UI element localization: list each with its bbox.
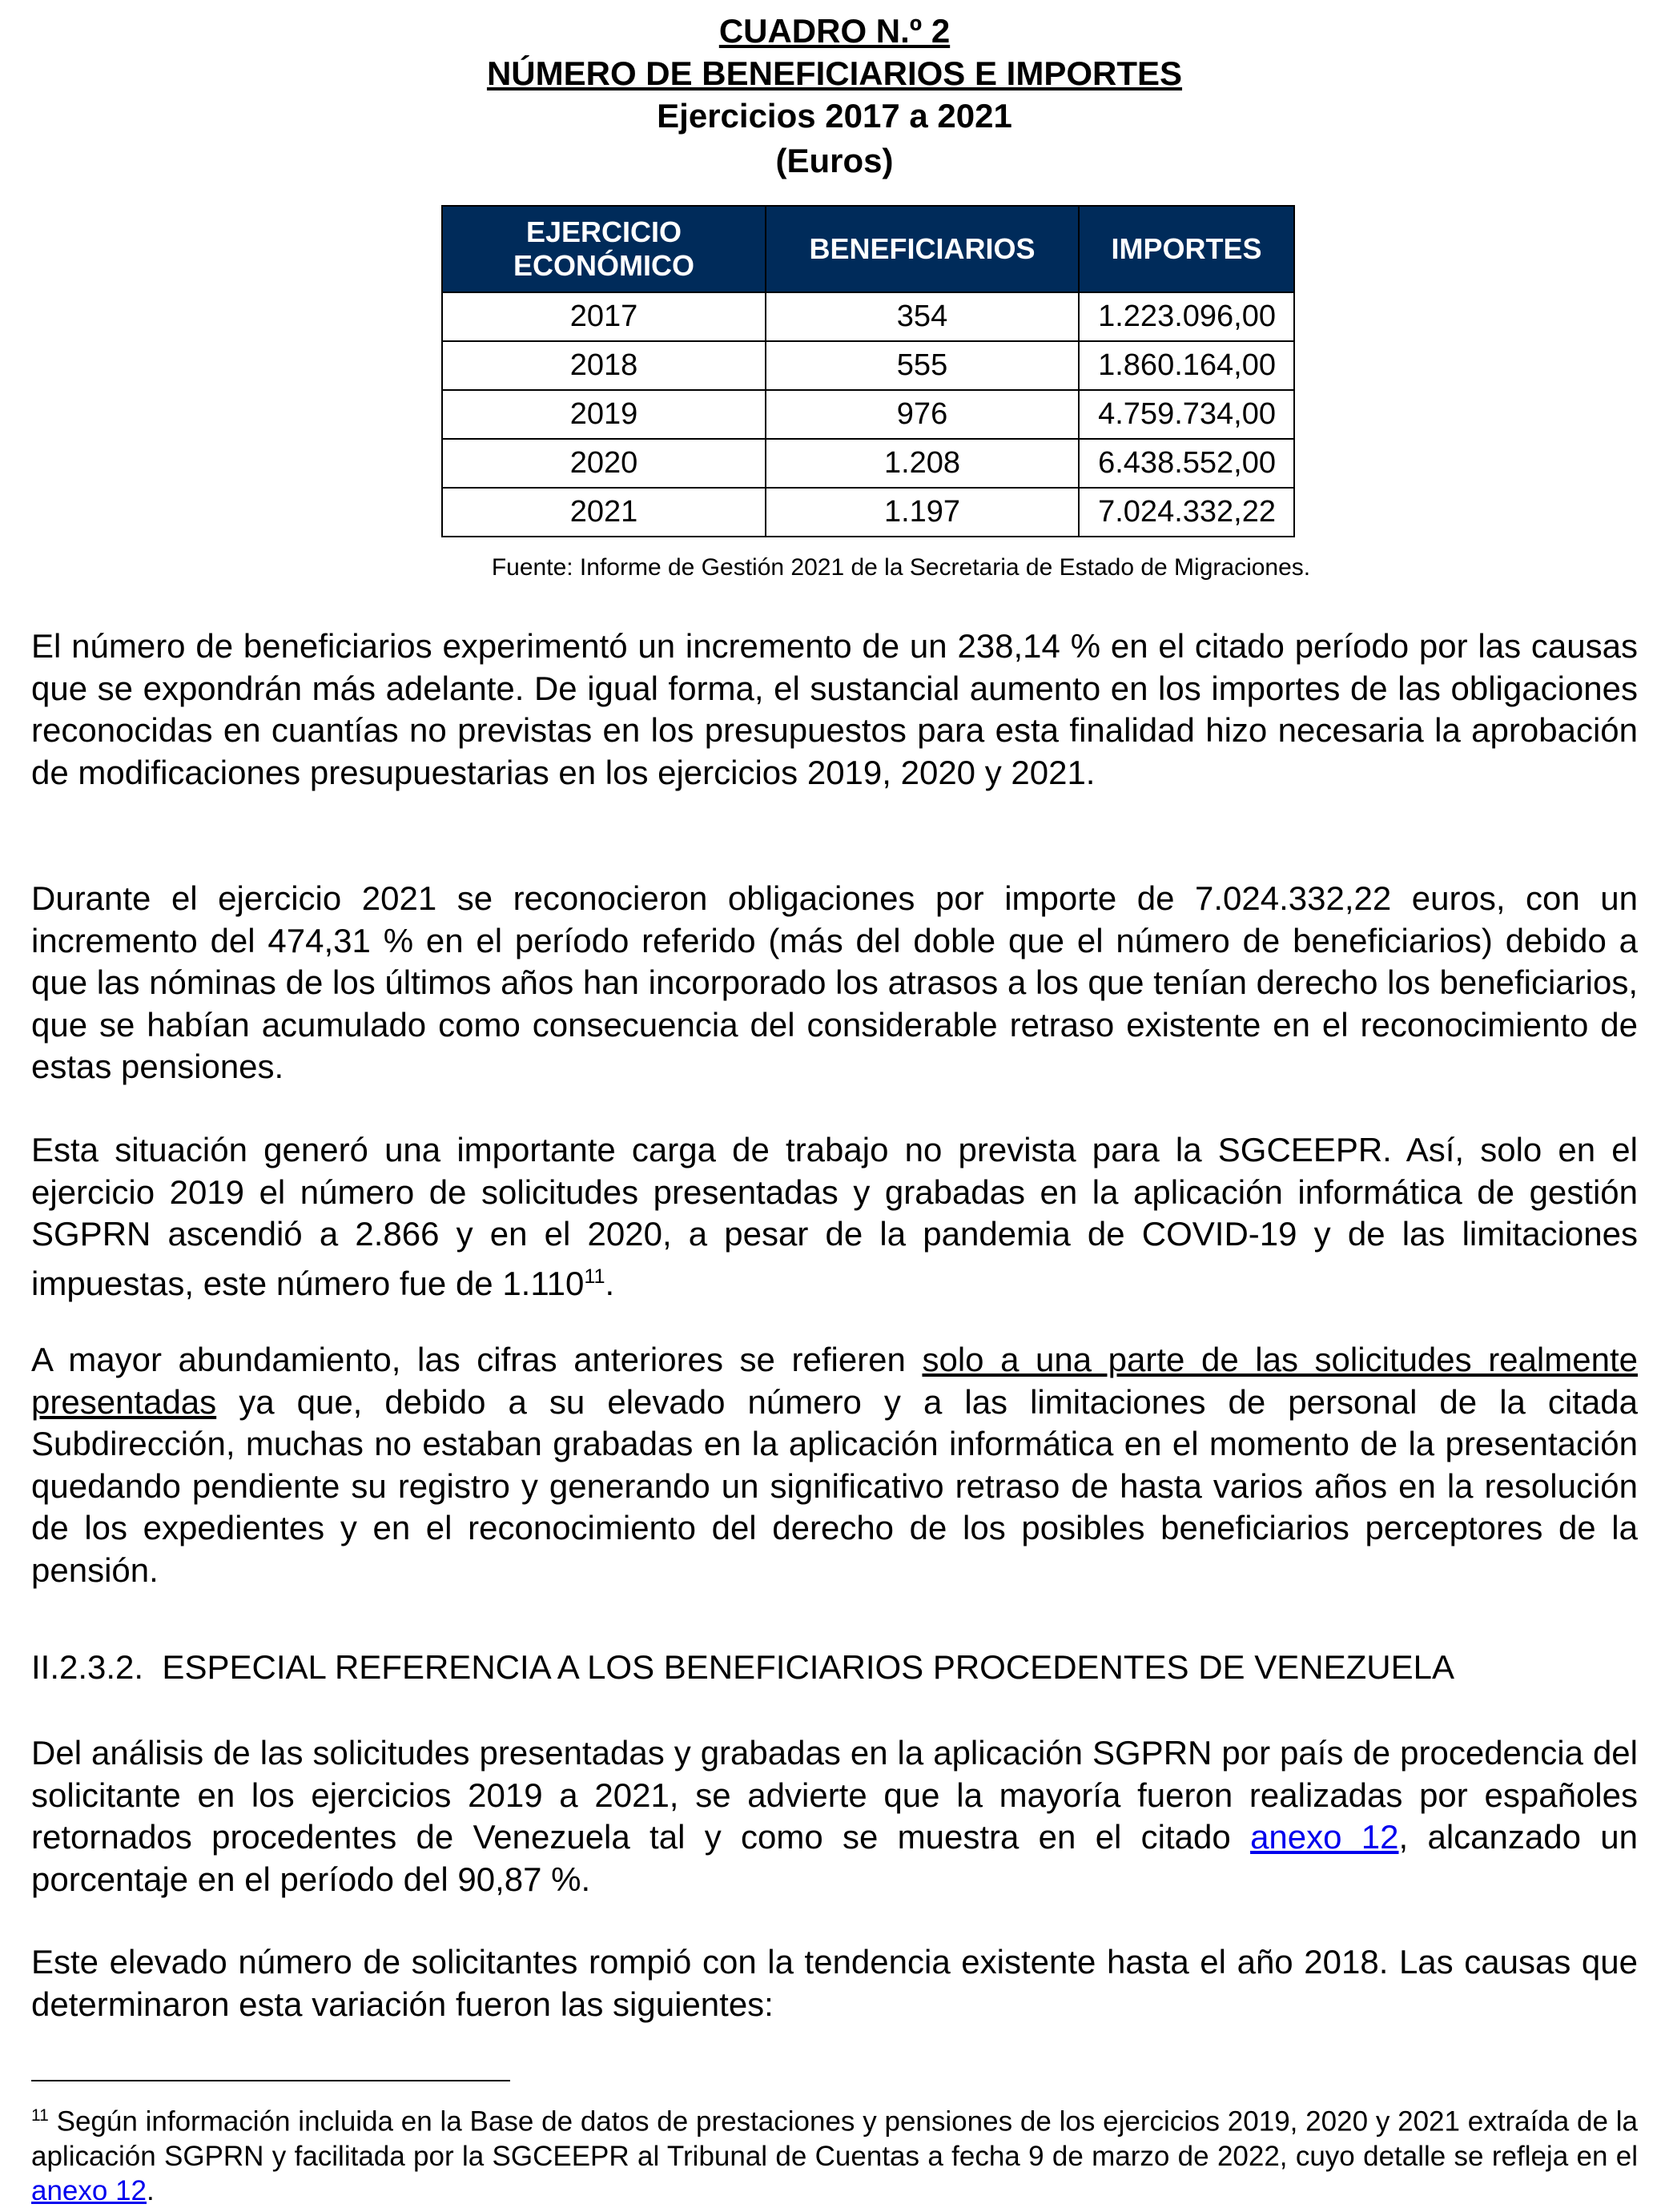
paragraph-4-a: A mayor abundamiento, las cifras anteriores se refieren	[31, 1341, 923, 1378]
section-heading: II.2.3.2. ESPECIAL REFERENCIA A LOS BENEFICIARIOS PROCEDENTES DE VENEZUELA	[31, 1648, 1454, 1686]
paragraph-4-underlined: solo a una parte de las solicitudes realmente presentadas	[31, 1341, 1638, 1421]
footnote	[31, 2098, 1638, 2208]
cell-amount: 1.223.096,00	[1079, 292, 1294, 341]
cell-amount: 6.438.552,00	[1079, 439, 1294, 488]
table-title: NÚMERO DE BENEFICIARIOS E IMPORTES	[486, 54, 1183, 92]
cell-year: 2017	[442, 292, 766, 341]
header-beneficiarios: BENEFICIARIOS	[766, 206, 1079, 292]
footnote-separator	[31, 2080, 510, 2081]
paragraph-3	[31, 1129, 1638, 1305]
cell-year: 2021	[442, 488, 766, 537]
footnote-end: .	[147, 2174, 155, 2206]
table-units: (Euros)	[775, 142, 894, 179]
table-row	[442, 390, 1294, 439]
table-row	[442, 488, 1294, 537]
cell-amount: 7.024.332,22	[1079, 488, 1294, 537]
cell-beneficiaries: 1.208	[766, 439, 1079, 488]
cell-beneficiaries: 1.197	[766, 488, 1079, 537]
paragraph-4	[31, 1339, 1638, 1591]
paragraph-3-end: .	[605, 1264, 615, 1302]
anexo-12-link[interactable]: anexo 12	[1250, 1818, 1399, 1856]
footnote-anexo-12-link[interactable]: anexo 12	[31, 2174, 147, 2206]
footnote-number: 11	[31, 2106, 49, 2125]
header-ejercicio: EJERCICIO ECONÓMICO	[442, 206, 766, 292]
paragraph-5	[31, 1732, 1638, 1900]
cell-year: 2020	[442, 439, 766, 488]
table-number-title: CUADRO N.º 2	[718, 12, 951, 50]
cell-amount: 1.860.164,00	[1079, 341, 1294, 390]
header-importes: IMPORTES	[1079, 206, 1294, 292]
table-row	[442, 439, 1294, 488]
cell-amount: 4.759.734,00	[1079, 390, 1294, 439]
cell-year: 2018	[442, 341, 766, 390]
paragraph-4-b: ya que, debido a su elevado número y a las limitaciones de personal de la citada Subdirección, muchas no estaban grabadas en la aplicación informática en el momento de la presentación quedando pendiente su registro y generando un significativo retraso de hasta varios años en la resolución de los expedientes y en el reconocimiento del derecho de los posibles beneficiarios perceptores de la pensión.	[31, 1382, 1638, 1589]
paragraph-6: Este elevado número de solicitantes rompió con la tendencia existente hasta el año 2018. Las causas que determinaron esta variación fueron las siguientes:	[31, 1943, 1638, 2023]
cell-beneficiaries: 354	[766, 292, 1079, 341]
paragraph-3-text: Esta situación generó una importante carga de trabajo no prevista para la SGCEEPR. Así, solo en el ejercicio 2019 el número de solicitudes presentadas y grabadas en la aplicación informática de gestión SGPRN ascendió a 2.866 y en el 2020, a pesar de la pandemia de COVID-19 y de las limitaciones impuestas, este número fue de 1.110	[31, 1131, 1638, 1302]
cell-beneficiaries: 555	[766, 341, 1079, 390]
table-subtitle: Ejercicios 2017 a 2021	[657, 97, 1012, 135]
paragraph-2: Durante el ejercicio 2021 se reconocieron obligaciones por importe de 7.024.332,22 euros, con un incremento del 474,31 % en el período referido (más del doble que el número de beneficiarios) debido a que las nóminas de los últimos años han incorporado los atrasos a los que tenían derecho los beneficiarios, que se habían acumulado como consecuencia del considerable retraso existente en el reconocimiento de estas pensiones.	[31, 879, 1638, 1085]
cell-year: 2019	[442, 390, 766, 439]
table-row	[442, 292, 1294, 341]
cell-beneficiaries: 976	[766, 390, 1079, 439]
paragraph-5-a: Del análisis de las solicitudes presentadas y grabadas en la aplicación SGPRN por país de procedencia del solicitante en los ejercicios 2019 a 2021, se advierte que la mayoría fueron realizadas por españoles retornados procedentes de Venezuela tal y como se muestra en el citado	[31, 1734, 1638, 1856]
paragraph-5-b: , alcanzado un porcentaje en el período del 90,87 %.	[31, 1818, 1638, 1898]
footnote-ref[interactable]: 11	[584, 1265, 605, 1288]
footnote-text: Según información incluida en la Base de datos de prestaciones y pensiones de los ejercicios 2019, 2020 y 2021 extraída de la aplicación SGPRN y facilitada por la SGCEEPR al Tribunal de Cuentas a fecha 9 de marzo de 2022, cuyo detalle se refleja en el	[31, 2105, 1638, 2172]
table-source: Fuente: Informe de Gestión 2021 de la Secretaria de Estado de Migraciones.	[491, 554, 1311, 581]
table-row	[442, 341, 1294, 390]
beneficiaries-table	[441, 205, 1295, 537]
paragraph-1: El número de beneficiarios experimentó un incremento de un 238,14 % en el citado período por las causas que se expondrán más adelante. De igual forma, el sustancial aumento en los importes de las obligaciones reconocidas en cuantías no previstas en los presupuestos para esta finalidad hizo necesaria la aprobación de modificaciones presupuestarias en los ejercicios 2019, 2020 y 2021.	[31, 627, 1638, 791]
